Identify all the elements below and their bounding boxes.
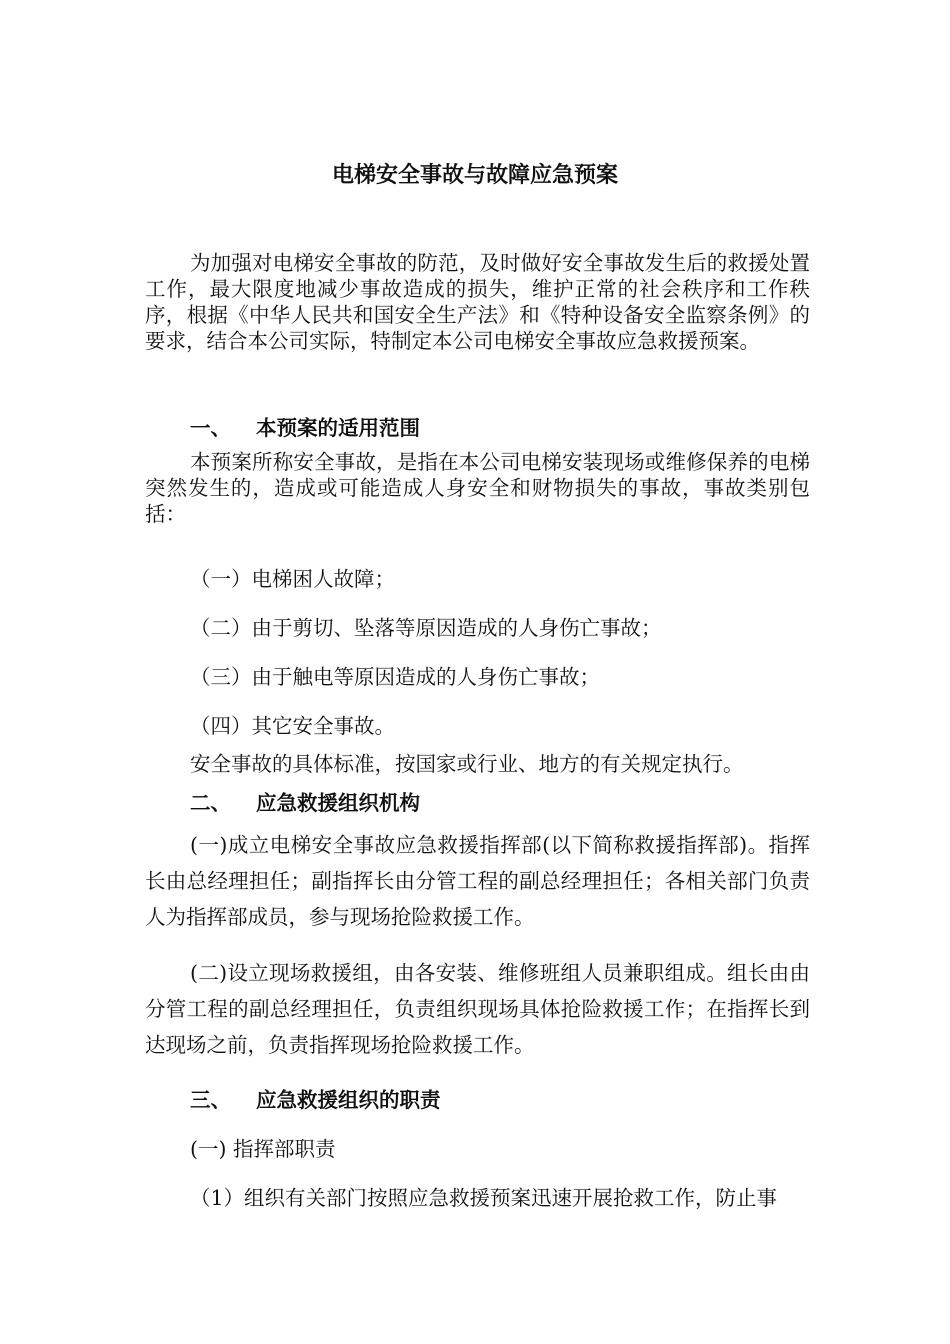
section-3-heading: [190, 1083, 441, 1113]
section-3-number: 三、: [190, 1088, 231, 1112]
section-2-number: 二、: [190, 791, 231, 815]
section-1-paragraph: 本预案所称安全事故，是指在本公司电梯安装现场或维修保养的电梯突然发生的，造成或可能造成人身安全和财物损失的事故，事故类别包括：: [145, 450, 810, 526]
scope-note: 安全事故的具体标准，按国家或行业、地方的有关规定执行。: [190, 752, 744, 776]
section-2-paragraph-1: (一)成立电梯安全事故应急救援指挥部(以下简称救援指挥部)。指挥长由总经理担任；副指挥长由分管工程的副总经理担任；各相关部门负责人为指挥部成员，参与现场抢险救援工作。: [145, 833, 810, 929]
section-2-title: 应急救援组织机构: [256, 791, 420, 815]
section-1-title: 本预案的适用范围: [256, 416, 420, 440]
section-1-heading: [190, 411, 420, 441]
section-3-subheading: (一) 指挥部职责: [190, 1137, 336, 1161]
scope-item-3: （三）由于触电等原因造成的人身伤亡事故；: [190, 665, 600, 689]
scope-item-2: （二）由于剪切、坠落等原因造成的人身伤亡事故；: [190, 616, 662, 640]
scope-item-1: （一）电梯困人故障；: [190, 567, 395, 591]
section-2-paragraph-2: (二)设立现场救援组，由各安装、维修班组人员兼职组成。组长由由分管工程的副总经理担任，负责组织现场具体抢险救援工作；在指挥长到达现场之前，负责指挥现场抢险救援工作。: [145, 961, 810, 1057]
section-1-number: 一、: [190, 416, 231, 440]
intro-paragraph: 为加强对电梯安全事故的防范，及时做好安全事故发生后的救援处置工作，最大限度地减少事故造成的损失，维护正常的社会秩序和工作秩序，根据《中华人民共和国安全生产法》和《特种设备安全监察条例》的要求，结合本公司实际，特制定本公司电梯安全事故应急救援预案。: [145, 251, 810, 353]
scope-item-4: （四）其它安全事故。: [190, 714, 395, 738]
section-3-item-1: （1）组织有关部门按照应急救援预案迅速开展抢救工作，防止事: [190, 1186, 778, 1210]
section-3-title: 应急救援组织的职责: [256, 1088, 441, 1112]
document-title: 电梯安全事故与故障应急预案: [331, 163, 618, 188]
section-2-heading: [190, 786, 420, 816]
